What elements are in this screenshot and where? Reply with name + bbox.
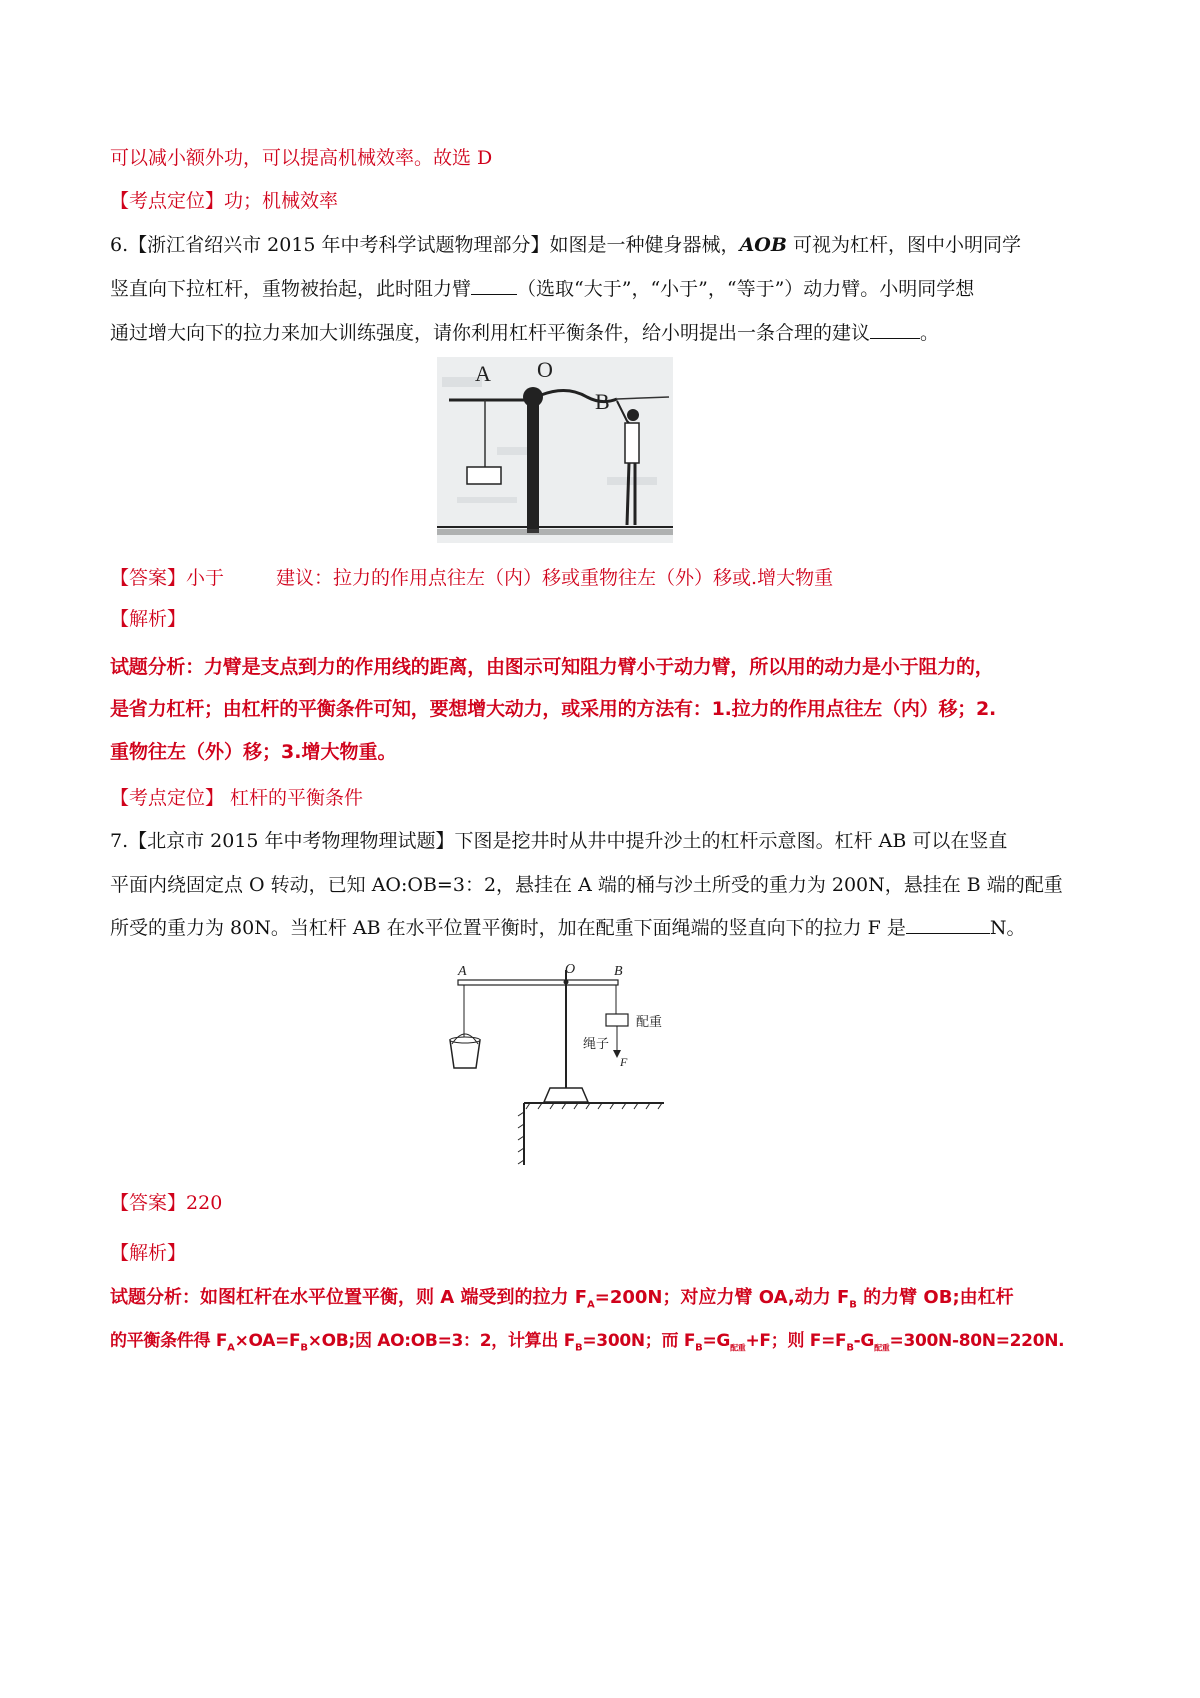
fig-label-rope: 绳子 (583, 1037, 610, 1052)
analysis-text: -G (853, 1331, 875, 1351)
subscript: 配重 (874, 1343, 890, 1353)
answer-blank (471, 276, 517, 295)
q6-analysis-label: 【解析】 (110, 608, 187, 630)
q6-text: 可视为杠杆，图中小明同学 (786, 234, 1021, 256)
q6-analysis-line3: 重物往左（外）移；3.增大物重。 (110, 741, 397, 763)
q7-analysis-line1 (110, 1283, 1014, 1311)
answer-value: 220 (186, 1192, 223, 1214)
kaodian-text: 功；机械效率 (224, 190, 339, 212)
q5-kaodian (110, 186, 338, 213)
q6-analysis-line1: 试题分析：力臂是支点到力的作用线的距离，由图示可知阻力臂小于动力臂，所以用的动力是小于阻力的， (110, 656, 994, 678)
q7-line2: 平面内绕固定点 O 转动，已知 AO:OB=3：2，悬挂在 A 端的桶与沙土所受的重力为 200N，悬挂在 B 端的配重 (110, 874, 1063, 896)
answer-value: 小于 (186, 567, 225, 589)
q6-aob: AOB (739, 234, 787, 256)
subscript: 配重 (730, 1343, 746, 1353)
q5-tail-line: 可以减小额外功，可以提高机械效率。故选 D (110, 147, 493, 169)
subscript: B (575, 1342, 583, 1354)
analysis-text: =300N-80N=220N. (889, 1331, 1065, 1351)
fig-label-a: A (475, 361, 491, 386)
q6-answer (110, 563, 833, 590)
subscript: B (849, 1299, 857, 1311)
analysis-text: +F；则 F=F (745, 1331, 847, 1351)
analysis-text: =300N；而 F (582, 1331, 696, 1351)
analysis-text: =200N；对应力臂 OA,动力 F (594, 1287, 850, 1308)
q7-answer (110, 1188, 222, 1215)
answer-blank (870, 320, 920, 339)
subscript: A (227, 1342, 235, 1354)
analysis-text: 的平衡条件得 F (110, 1331, 228, 1351)
fig-label-a: A (458, 964, 467, 979)
analysis-text: =G (702, 1331, 731, 1351)
fig-label-o: O (537, 357, 553, 382)
q6-line3 (110, 318, 939, 345)
q7-line3 (110, 913, 1026, 940)
q6-text: 竖直向下拉杠杆，重物被抬起，此时阻力臂 (110, 278, 472, 300)
q6-kaodian (110, 783, 363, 810)
answer-blank (906, 915, 990, 934)
analysis-text: 试题分析：如图杠杆在水平位置平衡，则 A 端受到的拉力 F (110, 1287, 588, 1308)
q7-analysis-label: 【解析】 (110, 1242, 187, 1264)
q7-text: 所受的重力为 80N。当杠杆 AB 在水平位置平衡时，加在配重下面绳端的竖直向下的拉力 F 是 (110, 917, 906, 939)
q6-text: 通过增大向下的拉力来加大训练强度，请你利用杠杆平衡条件，给小明提出一条合理的建议 (110, 322, 871, 344)
answer-label: 【答案】 (110, 567, 187, 589)
q6-figure (437, 357, 673, 543)
kaodian-label: 【考点定位】 (110, 190, 225, 212)
fig-label-b: B (614, 964, 623, 979)
analysis-text: 的力臂 OB;由杠杆 (856, 1287, 1014, 1308)
kaodian-text: 杠杆的平衡条件 (224, 787, 364, 809)
answer-label: 【答案】 (110, 1192, 187, 1214)
subscript: B (846, 1342, 854, 1354)
subscript: B (695, 1342, 703, 1354)
q6-text: 6.【浙江省绍兴市 2015 年中考科学试题物理部分】如图是一种健身器械， (110, 234, 740, 256)
q7-text: N。 (989, 917, 1026, 939)
q6-text: （选取“大于”，“小于”，“等于”）动力臂。小明同学想 (517, 278, 975, 300)
analysis-text: ×OB;因 AO:OB=3：2，计算出 F (307, 1331, 576, 1351)
subscript: A (587, 1299, 595, 1311)
q6-text: 。 (920, 322, 940, 344)
q6-line2 (110, 274, 974, 301)
fig-label-b: B (595, 389, 610, 414)
q7-analysis-line2 (110, 1326, 1064, 1353)
fig-label-o: O (565, 962, 576, 977)
kaodian-label: 【考点定位】 (110, 787, 225, 809)
q6-line1 (110, 230, 1021, 257)
fig-label-weight: 配重 (636, 1015, 663, 1030)
analysis-text: ×OA=F (234, 1331, 301, 1351)
q7-line1: 7.【北京市 2015 年中考物理物理试题】下图是挖井时从井中提升沙土的杠杆示意图。杠杆 AB 可以在竖直 (110, 830, 1008, 852)
subscript: B (300, 1342, 308, 1354)
answer-suggestion: 建议：拉力的作用点往左（内）移或重物往左（外）移或.增大物重 (276, 567, 834, 589)
q7-figure (438, 960, 670, 1170)
fig-label-f: F (620, 1055, 628, 1069)
q6-analysis-line2: 是省力杠杆；由杠杆的平衡条件可知，要想增大动力，或采用的方法有：1.拉力的作用点往左（内）移；2. (110, 698, 997, 720)
